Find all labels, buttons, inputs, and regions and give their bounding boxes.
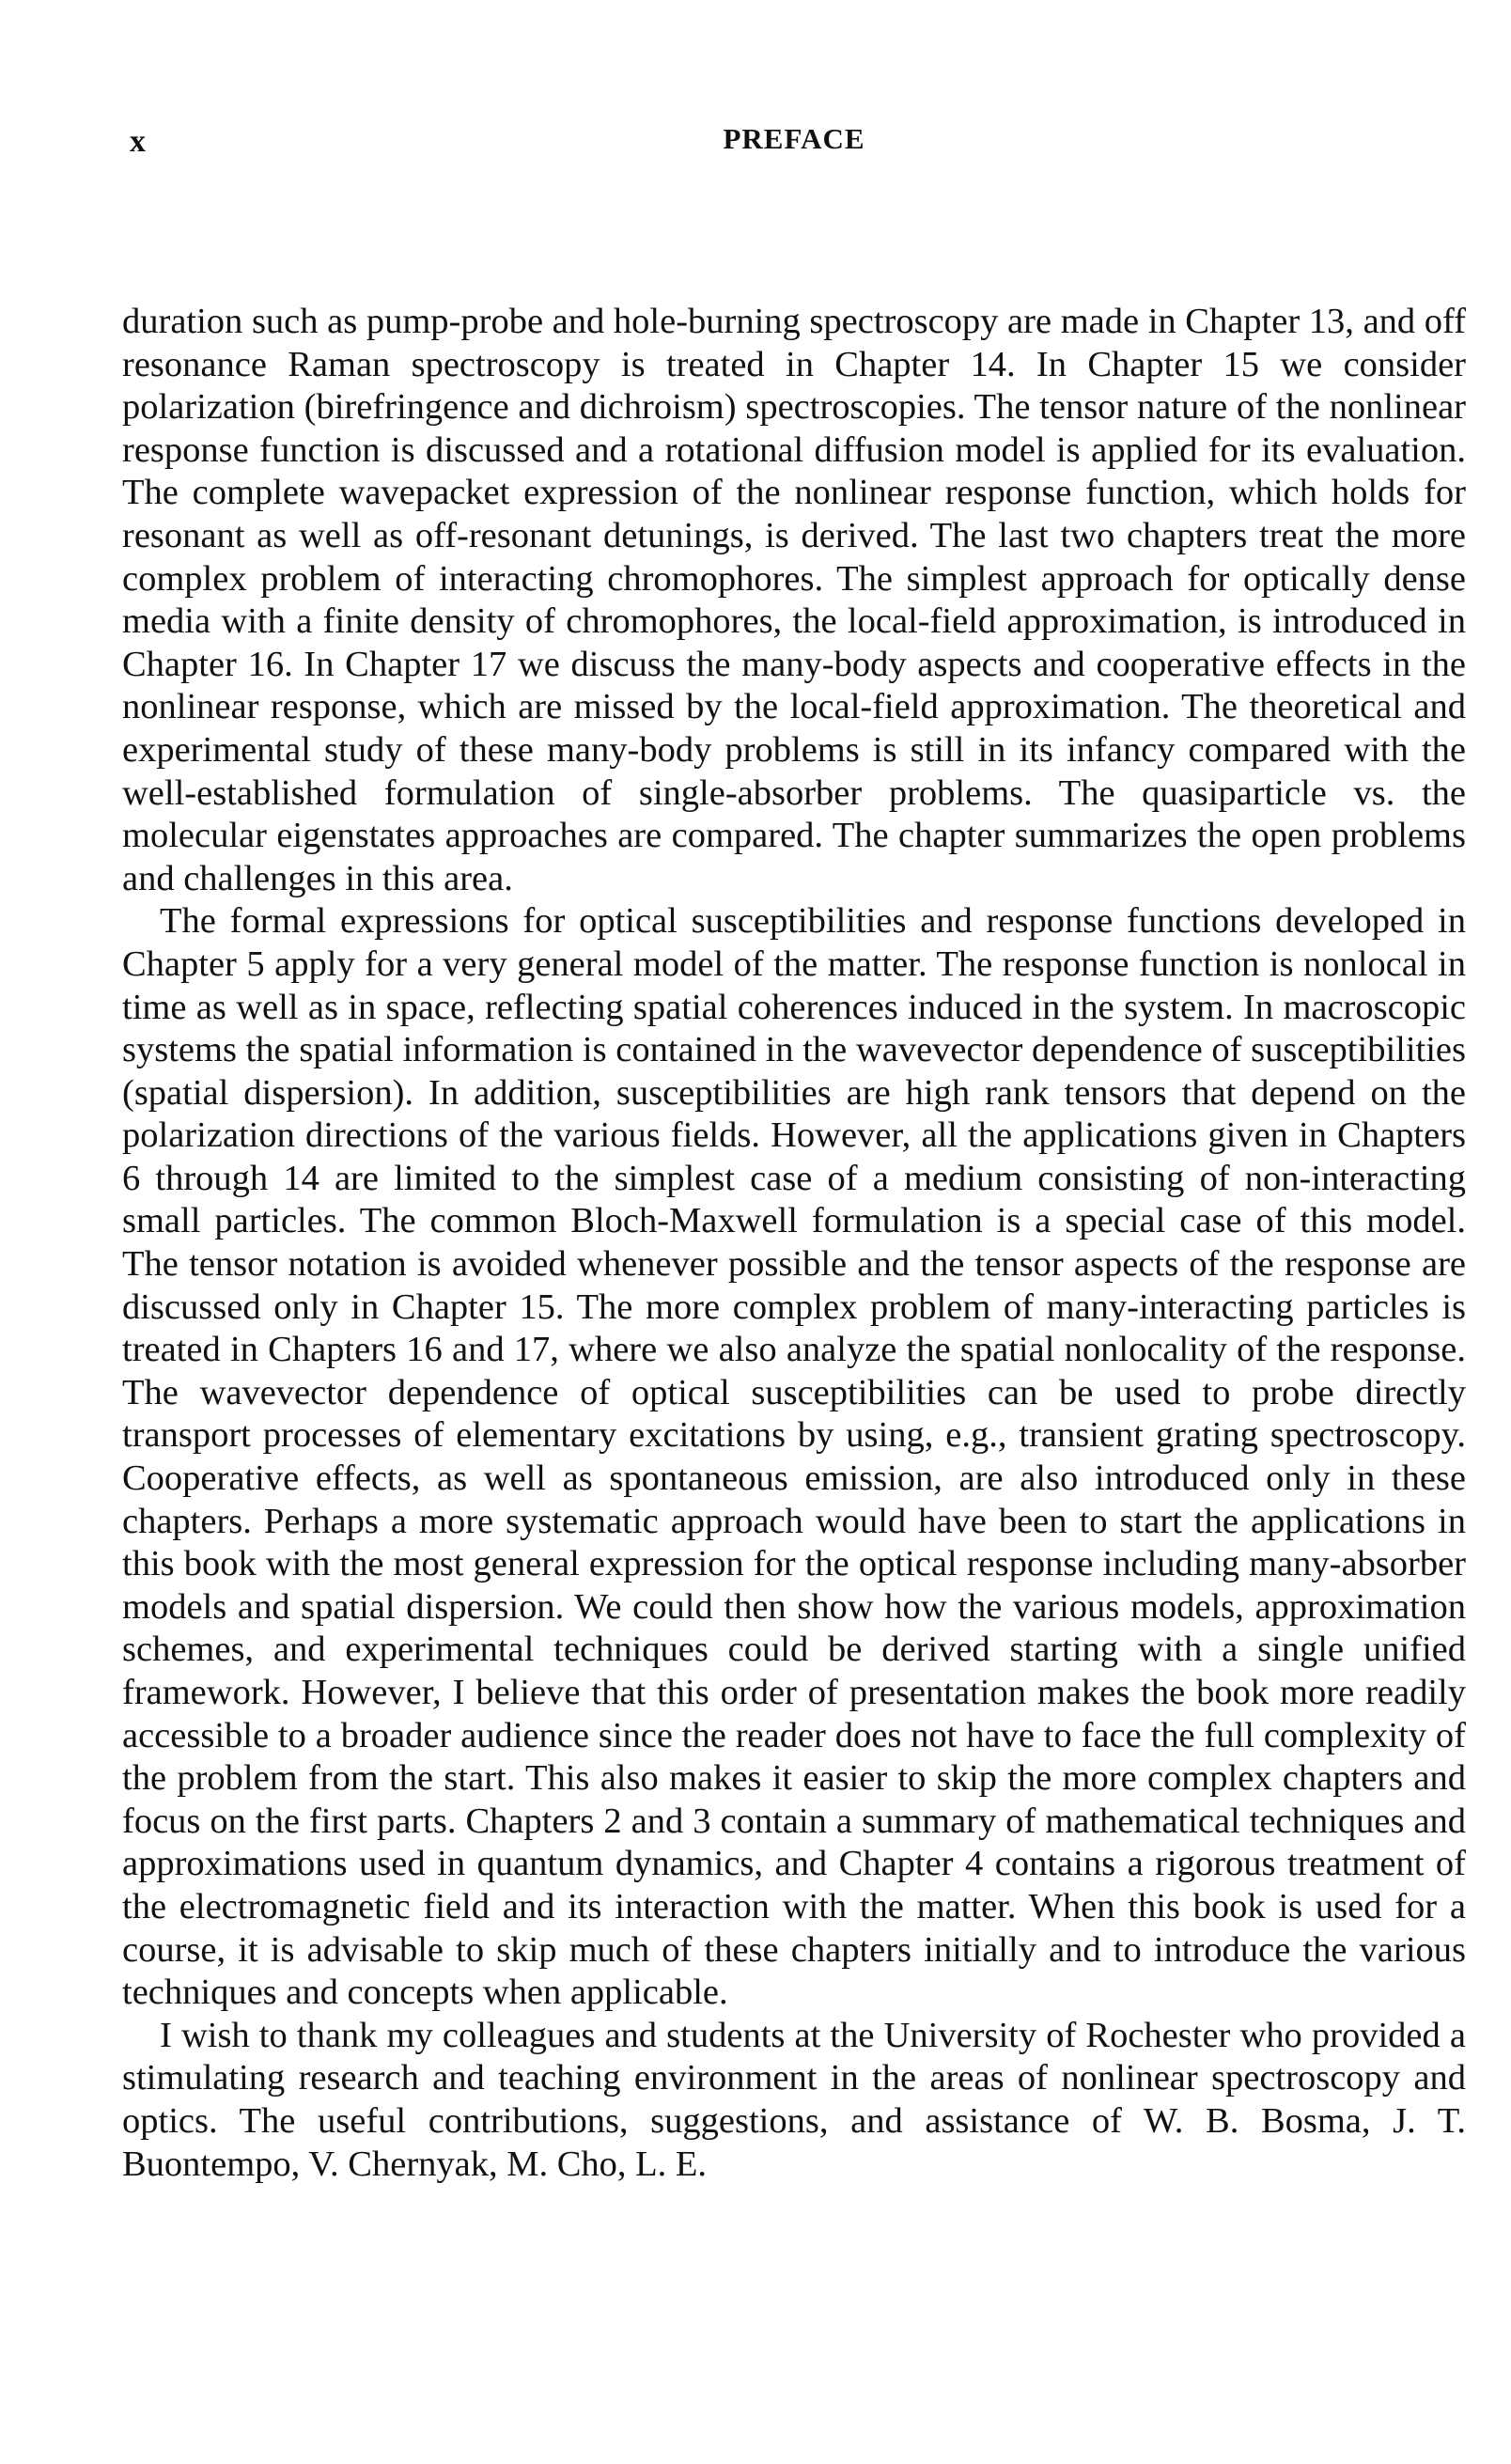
body-text (122, 301, 1466, 2186)
page-number: x (130, 124, 146, 159)
paragraph-continued: duration such as pump-probe and hole-burning spectroscopy are made in Chapter 13, and off resonance Raman spectroscopy is treated in Chapter 14. In Chapter 15 we consider polarization (birefringence and dichroism) spectroscopies. The tensor nature of the nonlinear response function is discussed and a rotational diffusion model is applied for its evaluation. The complete wavepacket expression of the nonlinear response function, which holds for resonant as well as off-resonant detunings, is derived. The last two chapters treat the more complex problem of interacting chromophores. The simplest approach for optically dense media with a finite density of chromophores, the local-field approximation, is introduced in Chapter 16. In Chapter 17 we discuss the many-body aspects and cooperative effects in the nonlinear response, which are missed by the local-field approximation. The theoretical and experimental study of these many-body problems is still in its infancy compared with the well-established formulation of single-absorber problems. The quasiparticle vs. the molecular eigenstates approaches are compared. The chapter summarizes the open problems and challenges in this area. (122, 302, 1466, 898)
paragraph-acknowledgments: I wish to thank my colleagues and students at the University of Rochester who provided a stimulating research and teaching environment in the areas of nonlinear spectroscopy and optics. The useful contributions, suggestions, and assistance of W. B. Bosma, J. T. Buontempo, V. Chernyak, M. Cho, L. E. (122, 2015, 1466, 2184)
running-head-title: PREFACE (723, 122, 865, 155)
paragraph-formal-expressions: The formal expressions for optical susceptibilities and response functions developed in Chapter 5 apply for a very general model of the matter. The response function is nonlocal in time as well as in space, reflecting spatial coherences induced in the system. In macroscopic systems the spatial information is contained in the wavevector dependence of susceptibilities (spatial dispersion). In addition, susceptibilities are high rank tensors that depend on the polarization directions of the various fields. However, all the applications given in Chapters 6 through 14 are limited to the simplest case of a medium consisting of non-interacting small particles. The common Bloch-Maxwell formulation is a special case of this model. The tensor notation is avoided whenever possible and the tensor aspects of the response are discussed only in Chapter 15. The more complex problem of many-interacting particles is treated in Chapters 16 and 17, where we also analyze the spatial nonlocality of the response. The wavevector dependence of optical susceptibilities can be used to probe directly transport processes of elementary excitations by using, e.g., transient grating spectroscopy. Cooperative effects, as well as spontaneous emission, are also introduced only in these chapters. Perhaps a more systematic approach would have been to start the applications in this book with the most general expression for the optical response including many-absorber models and spatial dispersion. We could then show how the various models, approximation schemes, and experimental techniques could be derived starting with a single unified framework. However, I believe that this order of presentation makes the book more readily accessible to a broader audience since the reader does not have to face the full complexity of the problem from the start. This also makes it easier to skip the more complex chapters and focus on the first parts. Chapters 2 and 3 contain a summary of mathematical techniques and approximations used in quantum dynamics, and Chapter 4 contains a rigorous treatment of the electromagnetic field and its interaction with the matter. When this book is used for a course, it is advisable to skip much of these chapters initially and to introduce the various techniques and concepts when applicable. (122, 901, 1466, 2013)
running-head (122, 113, 1466, 169)
book-page (122, 113, 1466, 2186)
